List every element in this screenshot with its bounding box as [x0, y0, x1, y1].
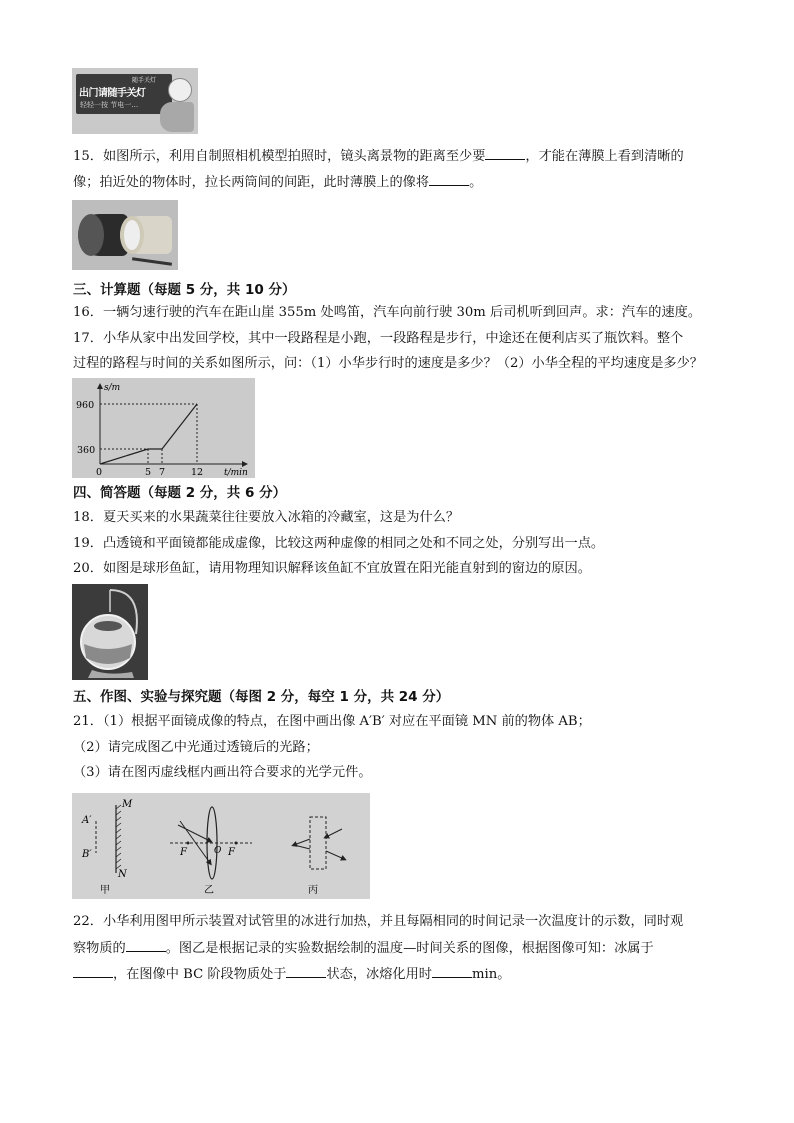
box-diagram — [294, 817, 344, 896]
q22-blank2[interactable] — [73, 965, 113, 978]
camera-model-photo — [72, 200, 178, 270]
q15-blank1[interactable] — [485, 147, 525, 160]
section4-title: 四、简答题（每题 2 分，共 6 分） — [73, 485, 287, 501]
y-unit: s/m — [104, 383, 121, 393]
q22-text-c: ，在图像中 BC 阶段物质处于 — [113, 967, 287, 982]
lens-diagram — [170, 807, 252, 896]
distance-time-graph — [72, 378, 255, 478]
section5-title: 五、作图、实验与探究题（每图 2 分，每空 1 分，共 24 分） — [73, 689, 450, 705]
label-O: O — [214, 846, 222, 856]
optics-svg — [72, 793, 370, 899]
label-F-left: F — [180, 847, 187, 858]
q22-line2 — [73, 939, 654, 958]
sign-main-text: 出门请随手关灯 — [79, 88, 146, 99]
q22-blank1[interactable] — [126, 939, 166, 952]
q18-text: 18．夏天买来的水果蔬菜往往要放入冰箱的冷藏室，这是为什么？ — [73, 510, 460, 525]
q19-text: 19．凸透镜和平面镜都能成虚像，比较这两种虚像的相同之处和不同之处，分别写出一点。 — [73, 536, 605, 551]
q15-text-d: 。 — [469, 175, 483, 190]
q22-text-e: min。 — [471, 967, 511, 982]
caption-jia: 甲 — [100, 885, 110, 896]
distance-time-svg — [72, 378, 255, 478]
bulb-shape — [168, 78, 192, 102]
sign-top-text: 随手关灯 — [132, 77, 157, 84]
q17-line2: 过程的路程与时间的关系如图所示，问：（1）小华步行时的速度是多少？（2）小华全程的平均速度是多少？ — [73, 356, 703, 371]
q22-text-d: 状态，冰熔化用时 — [326, 967, 432, 982]
mirror-diagram — [81, 799, 133, 896]
q22-blank4[interactable] — [432, 965, 472, 978]
y-tick-960: 960 — [76, 400, 95, 411]
light-switch-sign-photo — [72, 68, 198, 134]
label-N: N — [118, 869, 127, 880]
x-tick-5: 5 — [145, 467, 152, 478]
fish-bowl-svg — [72, 584, 148, 680]
sign-sub-text: 轻轻一按 节电一… — [80, 101, 139, 109]
fish-bowl-photo — [72, 584, 148, 680]
q21-line1: 21．（1）根据平面镜成像的特点，在图中画出像 A′B′ 对应在平面镜 MN 前的物体 AB； — [73, 714, 591, 729]
q15-text-c: 像；拍近处的物体时，拉长两筒间的间距，此时薄膜上的像将 — [73, 175, 430, 190]
q15-line1 — [73, 147, 684, 166]
q22-line3 — [73, 965, 510, 984]
q22-text-b: 。图乙是根据记录的实验数据绘制的温度—时间关系的图像，根据图像可知：冰属于 — [165, 941, 654, 956]
label-A-prime: A′ — [82, 815, 92, 826]
x-tick-0: 0 — [96, 467, 103, 478]
label-B-prime: B′ — [82, 849, 92, 860]
q21-line3: （3）请在图丙虚线框内画出符合要求的光学元件。 — [73, 765, 372, 780]
section3-title: 三、计算题（每题 5 分，共 10 分） — [73, 282, 296, 298]
x-unit: t/min — [224, 468, 248, 478]
caption-yi: 乙 — [204, 885, 214, 896]
caption-bing: 丙 — [308, 885, 318, 896]
q16-text: 16．一辆匀速行驶的汽车在距山崖 355m 处鸣笛，汽车向前行驶 30m 后司机听到回声。求：汽车的速度。 — [73, 305, 702, 320]
label-M: M — [122, 799, 133, 810]
hand-shape — [160, 102, 194, 132]
q15-text-a: 15．如图所示，利用自制照相机模型拍照时，镜头离景物的距离至少要 — [73, 149, 486, 164]
light-tube-end — [120, 216, 144, 254]
q15-text-b: ，才能在薄膜上看到清晰的 — [525, 149, 684, 164]
q22-line1: 22．小华利用图甲所示装置对试管里的冰进行加热，并且每隔相同的时间记录一次温度计的示数，同时观 — [73, 914, 684, 929]
q22-blank3[interactable] — [286, 965, 326, 978]
x-tick-12: 12 — [191, 467, 204, 478]
x-tick-7: 7 — [159, 467, 166, 478]
dark-tube-end — [78, 214, 104, 256]
q17-line1: 17．小华从家中出发回学校，其中一段路程是小跑，一段路程是步行，中途还在便利店买了瓶饮料。整个 — [73, 331, 684, 346]
q15-blank2[interactable] — [429, 173, 469, 186]
q15-line2 — [73, 173, 482, 192]
cable — [132, 257, 172, 266]
q21-line2: （2）请完成图乙中光通过透镜后的光路； — [73, 740, 319, 755]
y-tick-360: 360 — [77, 445, 96, 456]
q20-text: 20．如图是球形鱼缸，请用物理知识解释该鱼缸不宜放置在阳光能直射到的窗边的原因。 — [73, 561, 591, 576]
optics-figure — [72, 793, 370, 899]
q22-text-a: 察物质的 — [73, 941, 126, 956]
label-F-right: F — [228, 847, 235, 858]
